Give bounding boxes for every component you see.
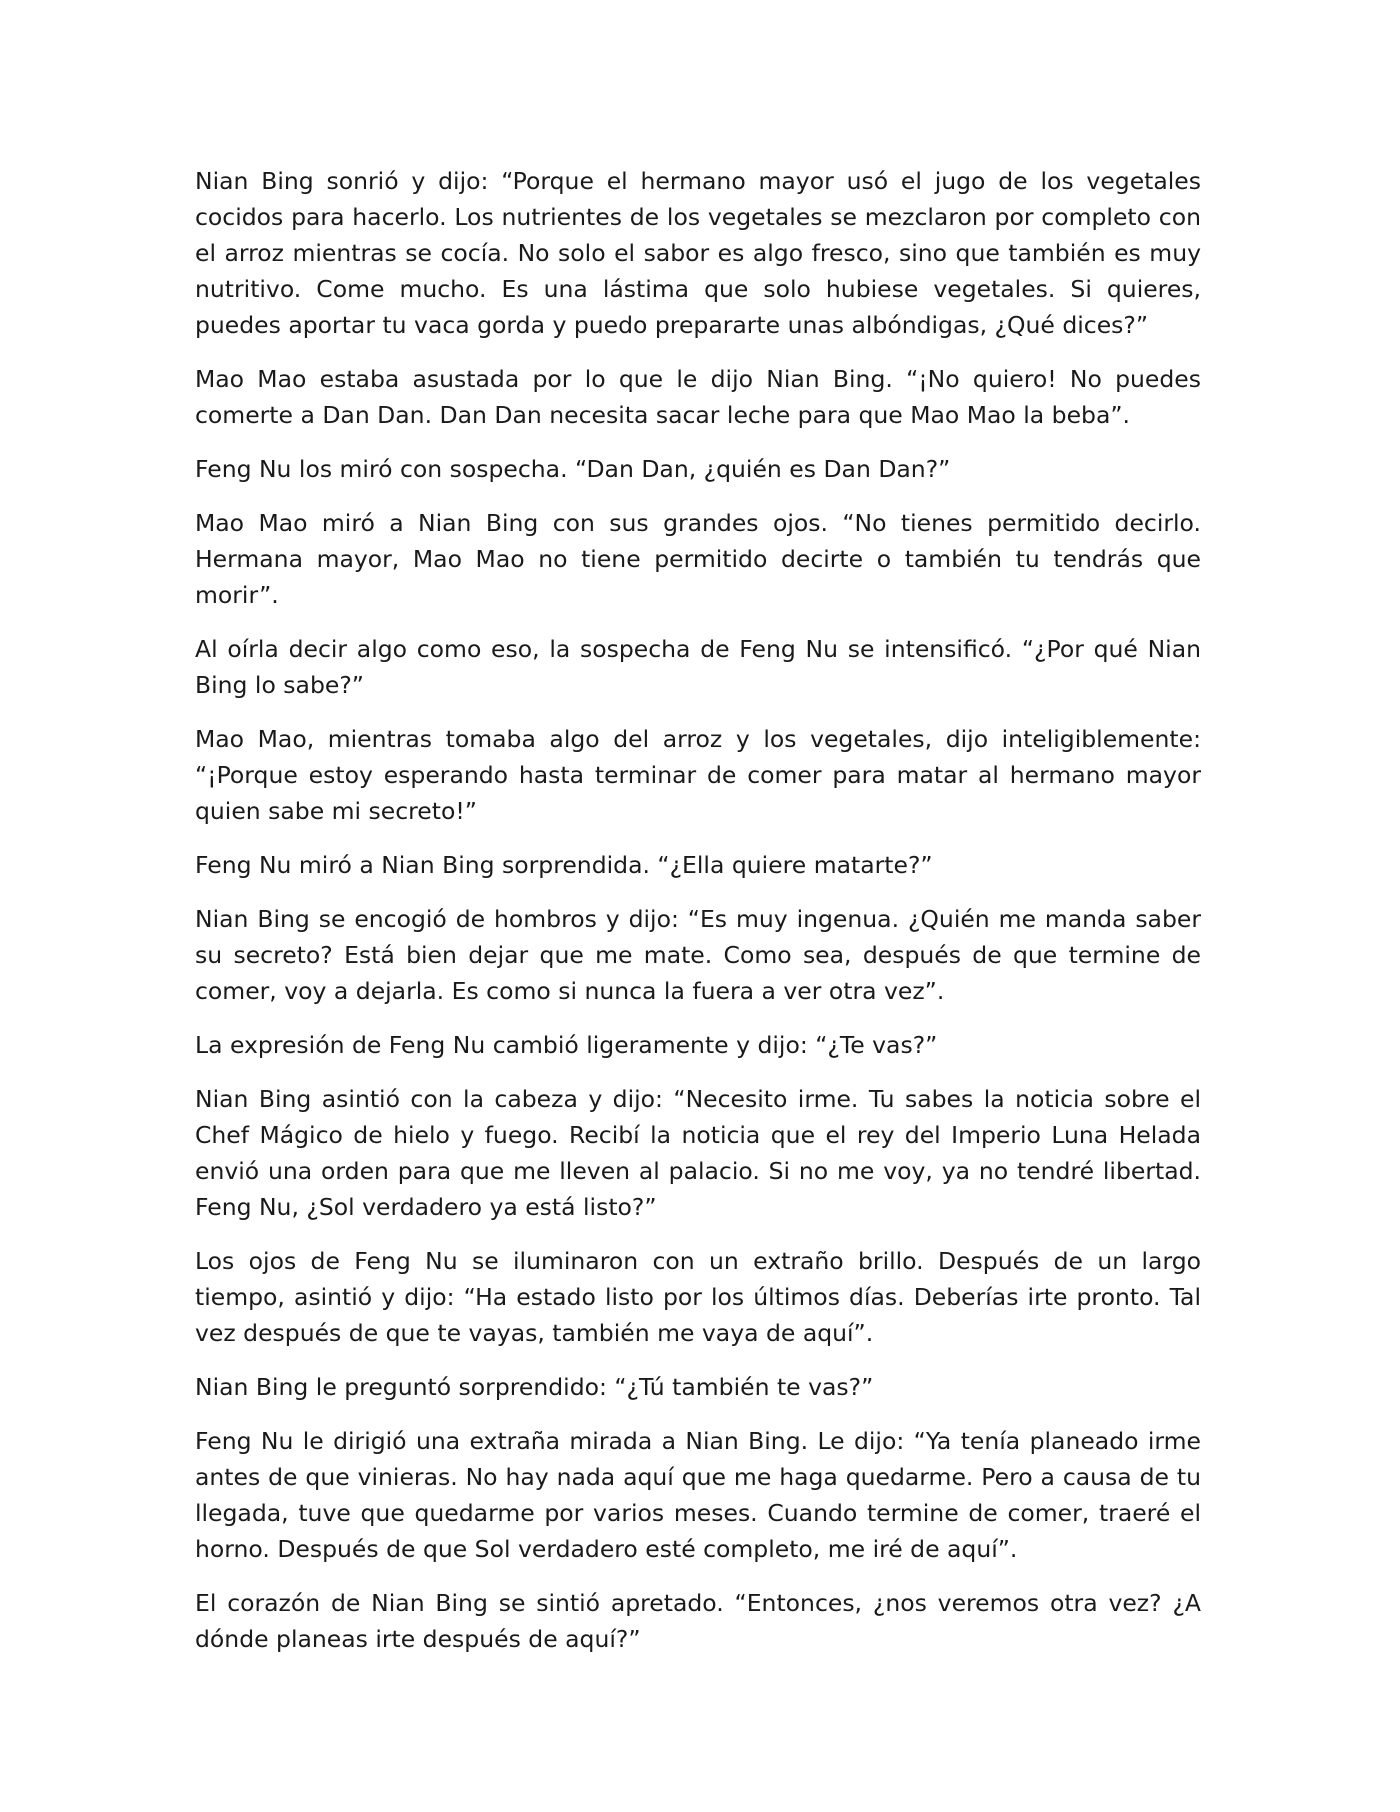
paragraph: Mao Mao, mientras tomaba algo del arroz y los vegetales, dijo inteligiblemente: “¡Porque estoy esperando hasta terminar de comer para matar al hermano mayor quien sabe mi secreto!” [195,725,1201,825]
paragraph: Al oírla decir algo como eso, la sospecha de Feng Nu se intensificó. “¿Por qué Nian Bing lo sabe?” [195,635,1201,699]
paragraph: Feng Nu le dirigió una extraña mirada a Nian Bing. Le dijo: “Ya tenía planeado irme antes de que vinieras. No hay nada aquí que me haga quedarme. Pero a causa de tu llegada, tuve que quedarme por varios meses. Cuando termine de comer, traeré el horno. Después de que Sol verdadero esté completo, me iré de aquí”. [195,1427,1201,1563]
paragraph: Nian Bing sonrió y dijo: “Porque el hermano mayor usó el jugo de los vegetales cocidos para hacerlo. Los nutrientes de los vegetales se mezclaron por completo con el arroz mientras se cocía. No solo el sabor es algo fresco, sino que también es muy nutritivo. Come mucho. Es una lástima que solo hubiese vegetales. Si quieres, puedes aportar tu vaca gorda y puedo prepararte unas albóndigas, ¿Qué dices?” [195,167,1201,339]
document-body [195,163,1201,1675]
paragraph: Feng Nu los miró con sospecha. “Dan Dan, ¿quién es Dan Dan?” [195,455,951,483]
paragraph: Mao Mao estaba asustada por lo que le dijo Nian Bing. “¡No quiero! No puedes comerte a Dan Dan. Dan Dan necesita sacar leche para que Mao Mao la beba”. [195,365,1201,429]
paragraph: Nian Bing asintió con la cabeza y dijo: “Necesito irme. Tu sabes la noticia sobre el Chef Mágico de hielo y fuego. Recibí la noticia que el rey del Imperio Luna Helada envió una orden para que me lleven al palacio. Si no me voy, ya no tendré libertad. Feng Nu, ¿Sol verdadero ya está listo?” [195,1085,1201,1221]
paragraph: La expresión de Feng Nu cambió ligeramente y dijo: “¿Te vas?” [195,1031,938,1059]
paragraph: El corazón de Nian Bing se sintió apretado. “Entonces, ¿nos veremos otra vez? ¿A dónde planeas irte después de aquí?” [195,1589,1201,1653]
paragraph: Los ojos de Feng Nu se iluminaron con un extraño brillo. Después de un largo tiempo, asintió y dijo: “Ha estado listo por los últimos días. Deberías irte pronto. Tal vez después de que te vayas, también me vaya de aquí”. [195,1247,1201,1347]
paragraph: Mao Mao miró a Nian Bing con sus grandes ojos. “No tienes permitido decirlo. Hermana mayor, Mao Mao no tiene permitido decirte o también tu tendrás que morir”. [195,509,1201,609]
paragraph: Feng Nu miró a Nian Bing sorprendida. “¿Ella quiere matarte?” [195,851,933,879]
paragraph: Nian Bing se encogió de hombros y dijo: “Es muy ingenua. ¿Quién me manda saber su secreto? Está bien dejar que me mate. Como sea, después de que termine de comer, voy a dejarla. Es como si nunca la fuera a ver otra vez”. [195,905,1201,1005]
paragraph: Nian Bing le preguntó sorprendido: “¿Tú también te vas?” [195,1373,874,1401]
